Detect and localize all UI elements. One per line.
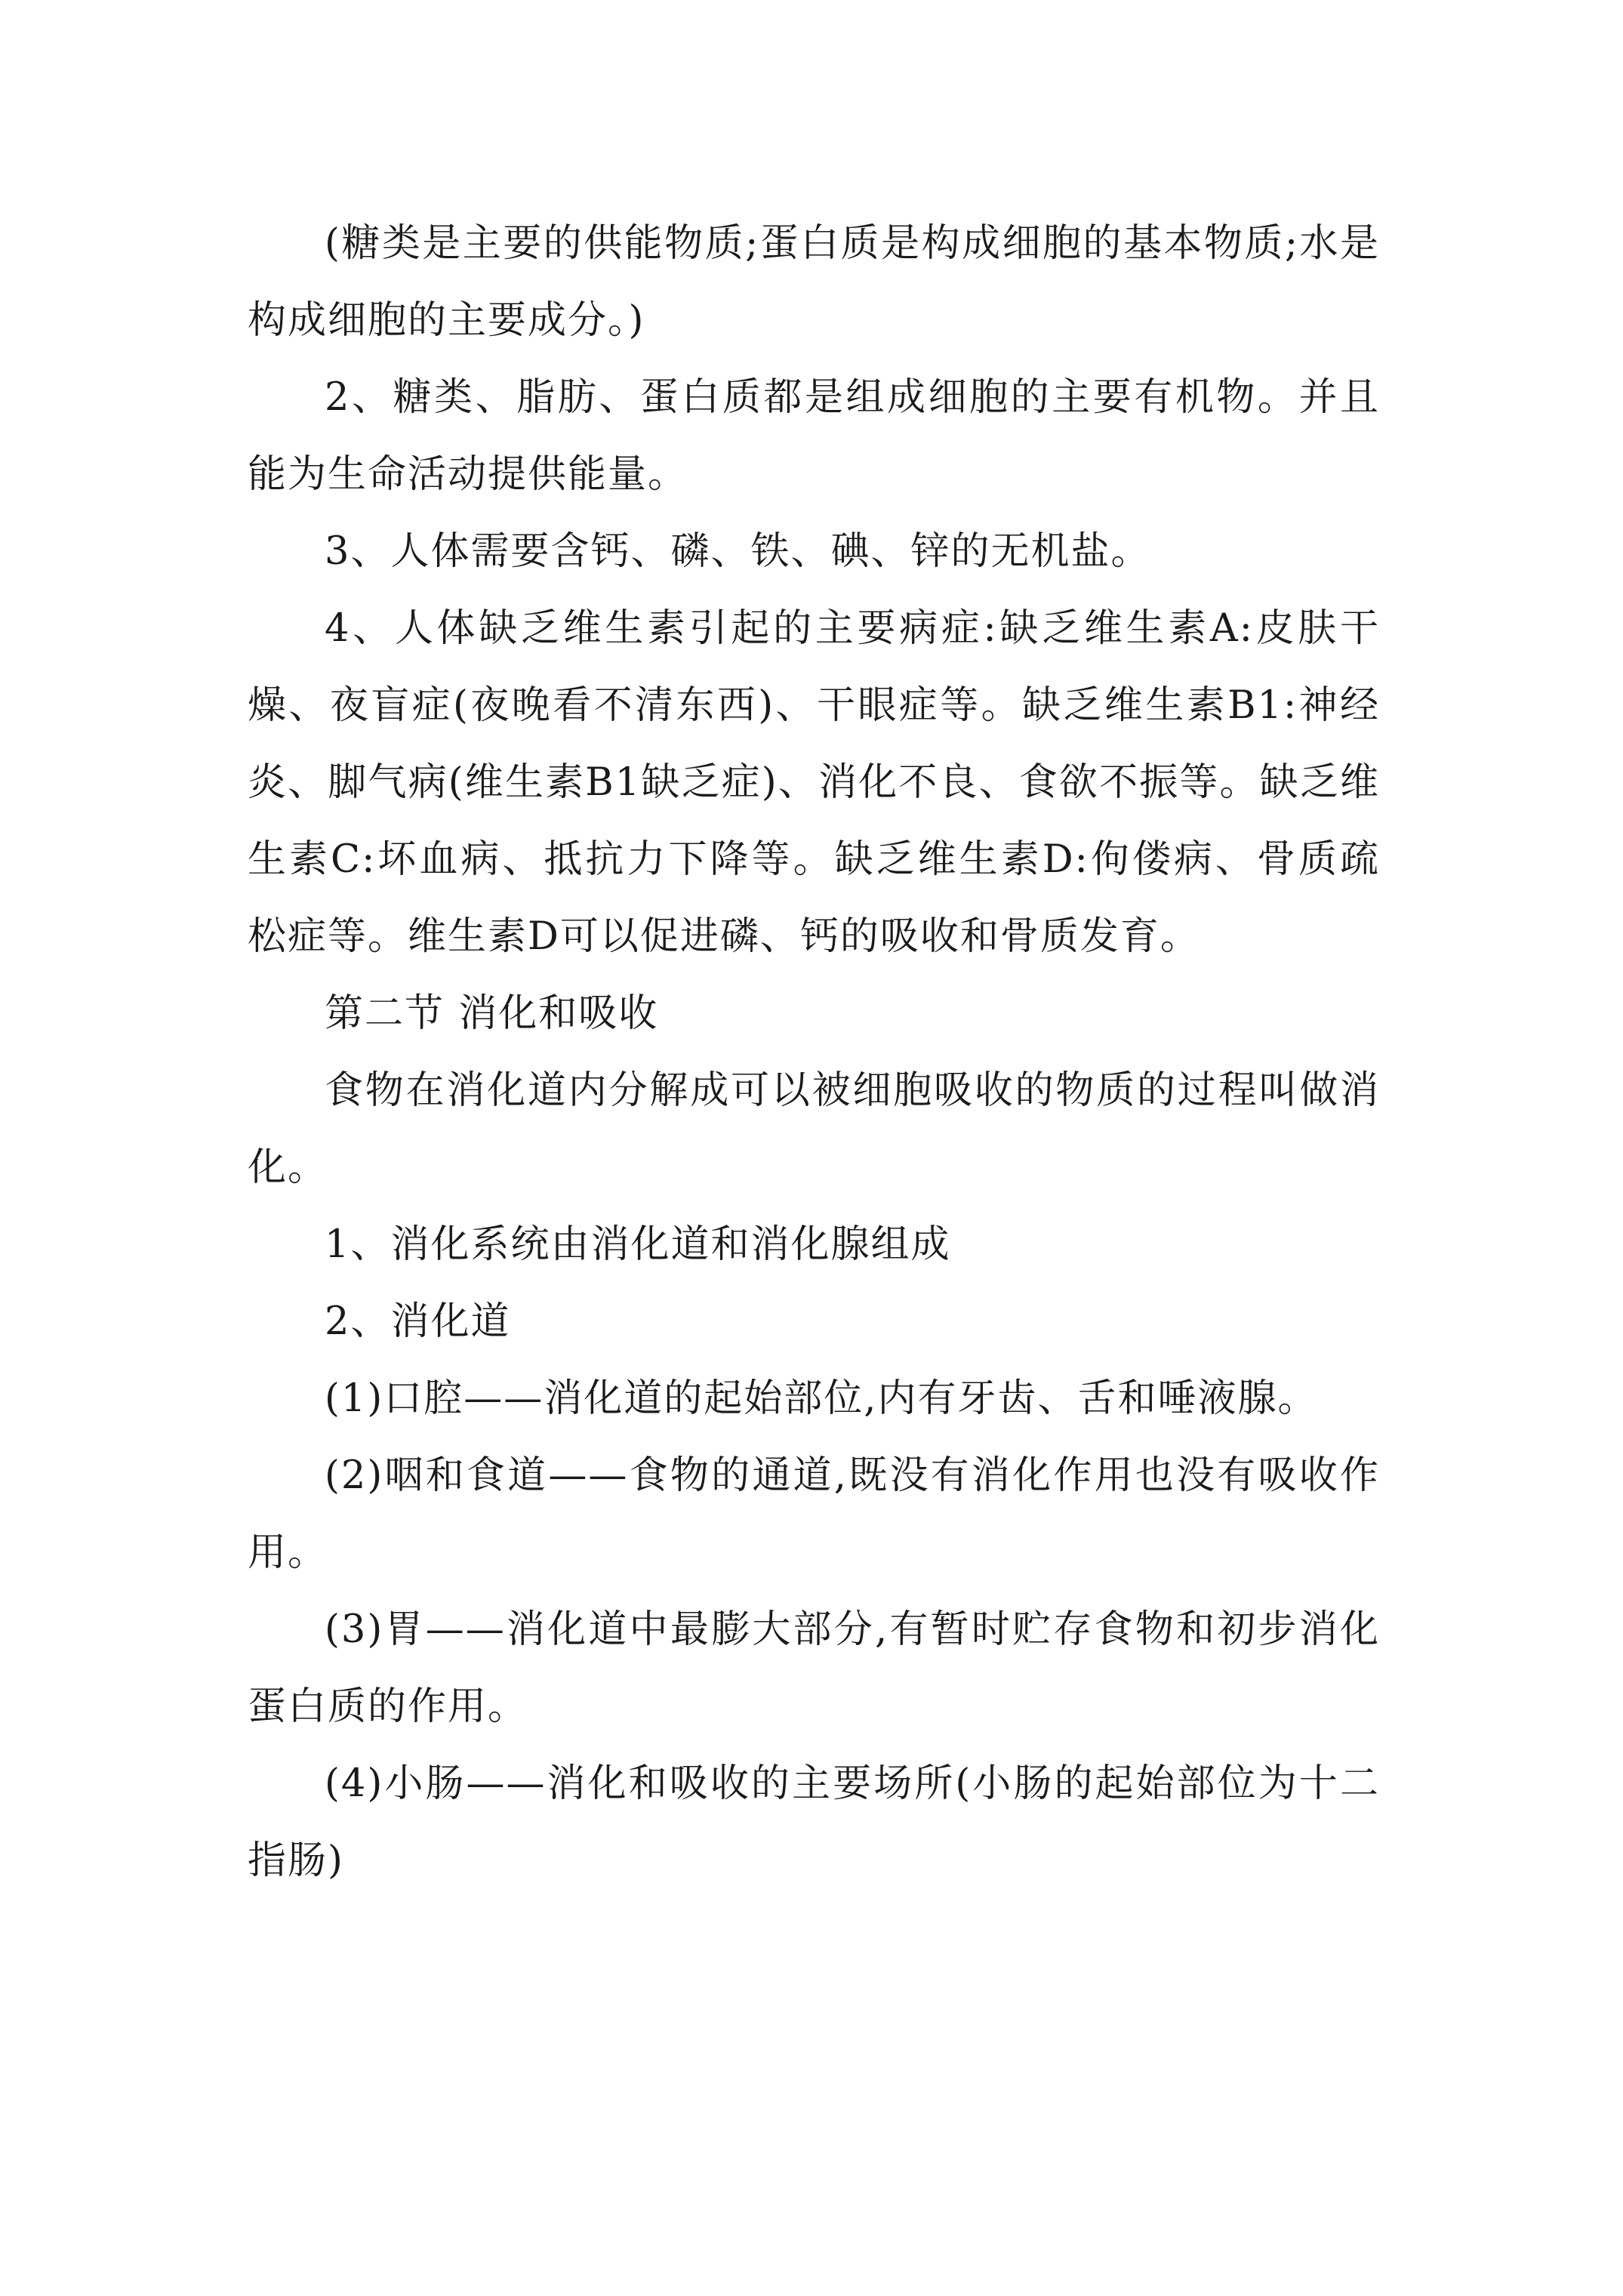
list-item-small-intestine: (4)小肠——消化和吸收的主要场所(小肠的起始部位为十二指肠) [248, 1761, 1380, 1883]
section-heading: 第二节 消化和吸收 [325, 991, 659, 1036]
paragraph-digestion-definition: 食物在消化道内分解成可以被细胞吸收的物质的过程叫做消化。 [248, 1068, 1380, 1190]
list-item-oral-cavity: (1)口腔——消化道的起始部位,内有牙齿、舌和唾液腺。 [325, 1376, 1318, 1421]
paragraph-inorganic-salts: 3、人体需要含钙、磷、铁、碘、锌的无机盐。 [325, 529, 1151, 574]
paragraph-digestive-tract: 2、消化道 [325, 1299, 511, 1344]
list-item-pharynx-esophagus: (2)咽和食道——食物的通道,既没有消化作用也没有吸收作用。 [248, 1453, 1380, 1575]
paragraph-nutrient-roles: (糖类是主要的供能物质;蛋白质是构成细胞的基本物质;水是构成细胞的主要成分。) [248, 221, 1380, 343]
paragraph-digestive-system: 1、消化系统由消化道和消化腺组成 [325, 1222, 951, 1267]
paragraph-vitamin-deficiency: 4、人体缺乏维生素引起的主要病症:缺乏维生素A:皮肤干燥、夜盲症(夜晚看不清东西)、干眼症等。缺乏维生素B1:神经炎、脚气病(维生素B1缺乏症)、消化不良、食欲不振等。缺乏维生素C:坏血病、抵抗力下降等。缺乏维生素D:佝偻病、骨质疏松症等。维生素D可以促进磷、钙的吸收和骨质发育。 [248, 606, 1380, 959]
paragraph-organic-matter: 2、糖类、脂肪、蛋白质都是组成细胞的主要有机物。并且能为生命活动提供能量。 [248, 375, 1380, 497]
document-body [248, 205, 1380, 1900]
list-item-stomach: (3)胃——消化道中最膨大部分,有暂时贮存食物和初步消化蛋白质的作用。 [248, 1607, 1380, 1729]
